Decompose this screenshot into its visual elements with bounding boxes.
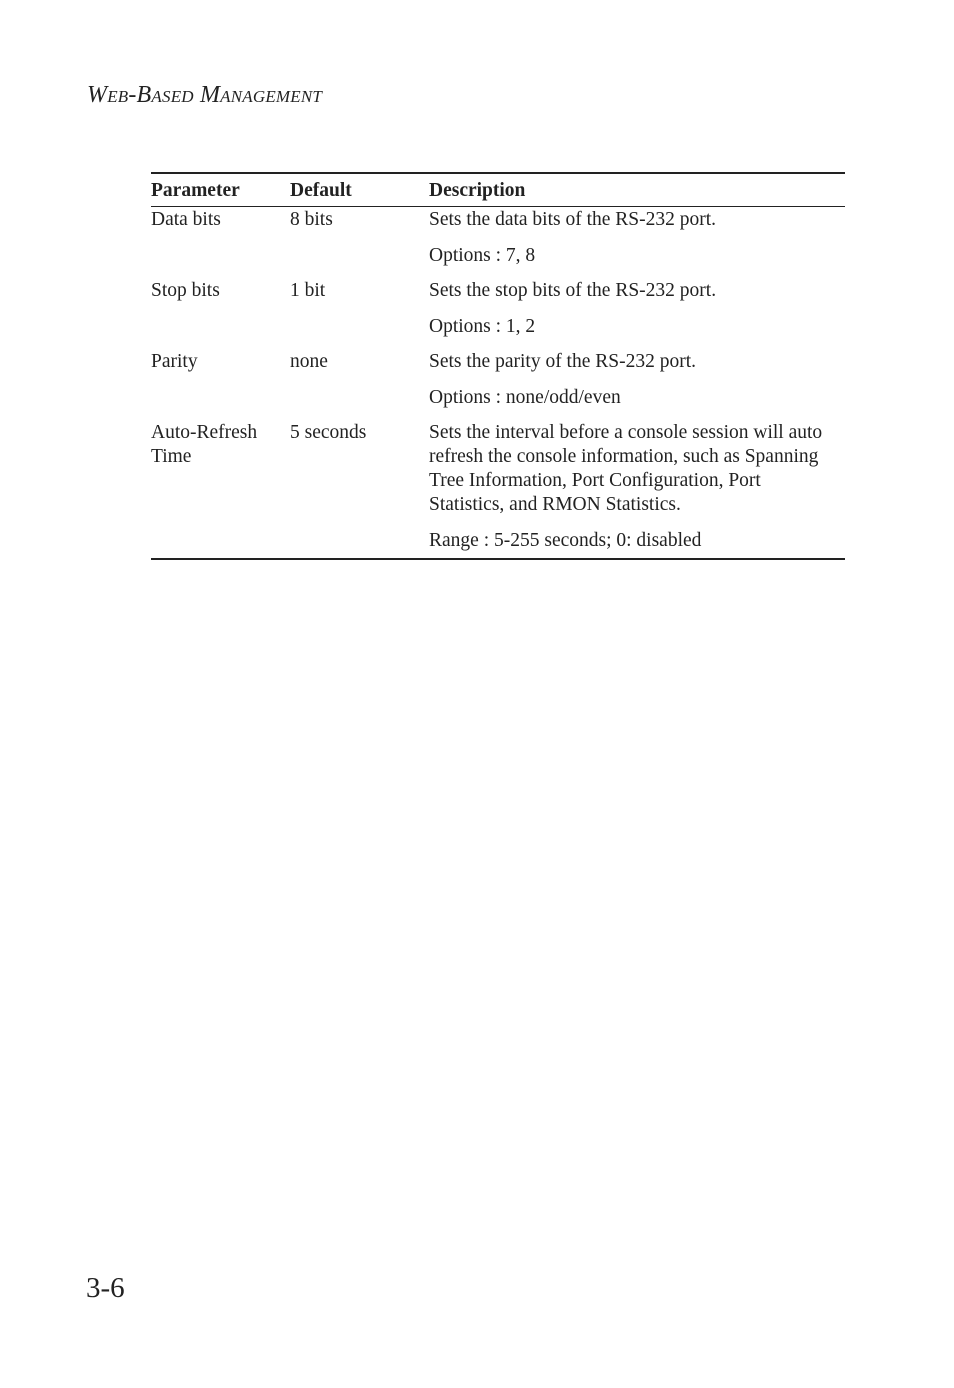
running-header: Web-Based Management: [87, 82, 323, 108]
default-cell: 5 seconds: [290, 422, 367, 443]
description-cell: [429, 420, 845, 529]
page-number: 3-6: [86, 1272, 125, 1304]
table-row: [151, 278, 845, 315]
column-header-parameter: Parameter: [151, 173, 290, 207]
parameter-line: Auto-Refresh: [151, 422, 258, 443]
column-header-description: Description: [429, 173, 845, 207]
table-row: [151, 207, 845, 245]
description-line: Sets the interval before a console session will auto: [429, 422, 823, 443]
description-cell: Sets the parity of the RS-232 port.: [429, 351, 697, 372]
description-cell: Sets the data bits of the RS-232 port.: [429, 209, 717, 230]
parameter-cell: Stop bits: [151, 280, 220, 301]
parameter-cell: [151, 420, 290, 529]
default-cell: none: [290, 351, 328, 372]
parameter-cell: Data bits: [151, 209, 221, 230]
options-cell: Options : 7, 8: [429, 245, 536, 266]
default-cell: 8 bits: [290, 209, 333, 230]
table-row-range: [151, 529, 845, 559]
parameter-line: Time: [151, 446, 192, 467]
options-cell: Options : none/odd/even: [429, 387, 621, 408]
description-line: refresh the console information, such as Spanning: [429, 446, 819, 467]
description-line: Statistics, and RMON Statistics.: [429, 494, 681, 515]
description-line: Tree Information, Port Configuration, Port: [429, 470, 761, 491]
table-row-options: [151, 315, 845, 349]
description-cell: Sets the stop bits of the RS-232 port.: [429, 280, 717, 301]
parameter-table: [151, 172, 845, 560]
default-cell: 1 bit: [290, 280, 326, 301]
table-header-row: [151, 173, 845, 207]
table-row-options: [151, 386, 845, 420]
parameter-cell: Parity: [151, 351, 198, 372]
options-cell: Options : 1, 2: [429, 316, 536, 337]
table-row: [151, 349, 845, 386]
table-row: [151, 420, 845, 529]
column-header-default: Default: [290, 173, 429, 207]
range-cell: Range : 5-255 seconds; 0: disabled: [429, 529, 845, 559]
table-row-options: [151, 244, 845, 278]
